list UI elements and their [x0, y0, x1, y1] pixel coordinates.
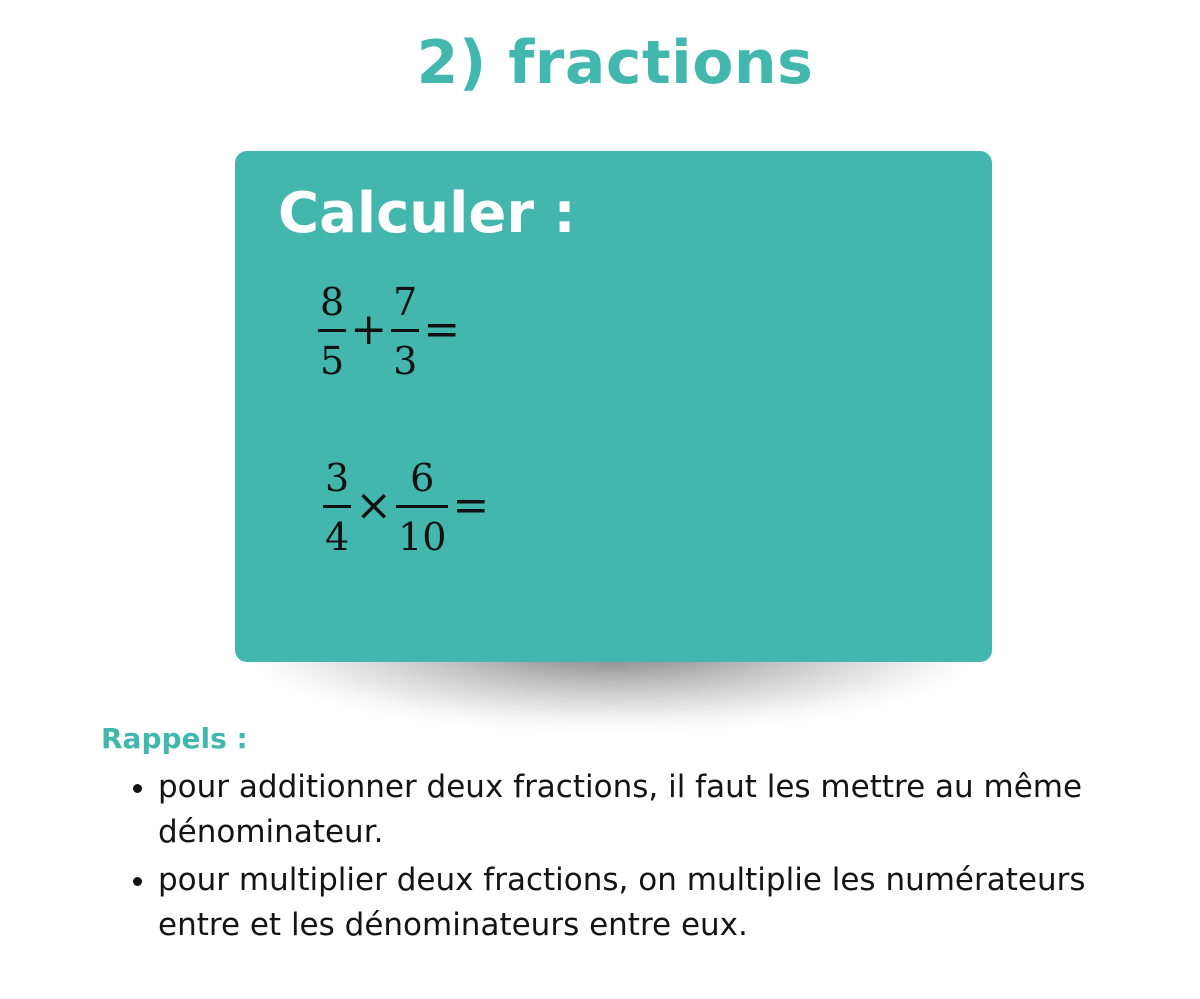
- reminders-label: Rappels :: [101, 722, 248, 755]
- page-title: 2) fractions: [416, 28, 814, 98]
- equals-sign: =: [452, 479, 490, 531]
- reminders-list: [125, 765, 1118, 951]
- denominator: 10: [398, 515, 447, 559]
- numerator: 8: [320, 280, 345, 324]
- numerator: 7: [393, 280, 418, 324]
- fraction-addition-expression: [318, 280, 464, 383]
- times-operator: ×: [355, 479, 393, 531]
- fraction-right: [396, 456, 448, 559]
- denominator: 3: [393, 339, 418, 383]
- list-item: • pour additionner deux fractions, il faut les mettre au même dénominateur.: [158, 765, 1118, 855]
- equals-sign: =: [423, 303, 461, 355]
- exercise-card: [235, 151, 992, 662]
- list-item: • pour multiplier deux fractions, on multiplie les numérateurs entre et les dénominateurs entre eux.: [158, 858, 1118, 948]
- numerator: 3: [325, 456, 350, 500]
- denominator: 5: [320, 339, 345, 383]
- fraction-bar: [318, 329, 346, 332]
- denominator: 4: [325, 515, 350, 559]
- fraction-bar: [391, 329, 419, 332]
- card-heading: Calculer :: [278, 181, 576, 246]
- plus-operator: +: [350, 303, 388, 355]
- fraction-bar: [396, 505, 448, 508]
- fraction-multiplication-expression: [323, 456, 493, 559]
- fraction-left: [323, 456, 351, 559]
- fraction-left: [318, 280, 346, 383]
- fraction-right: [391, 280, 419, 383]
- numerator: 6: [410, 456, 435, 500]
- fraction-bar: [323, 505, 351, 508]
